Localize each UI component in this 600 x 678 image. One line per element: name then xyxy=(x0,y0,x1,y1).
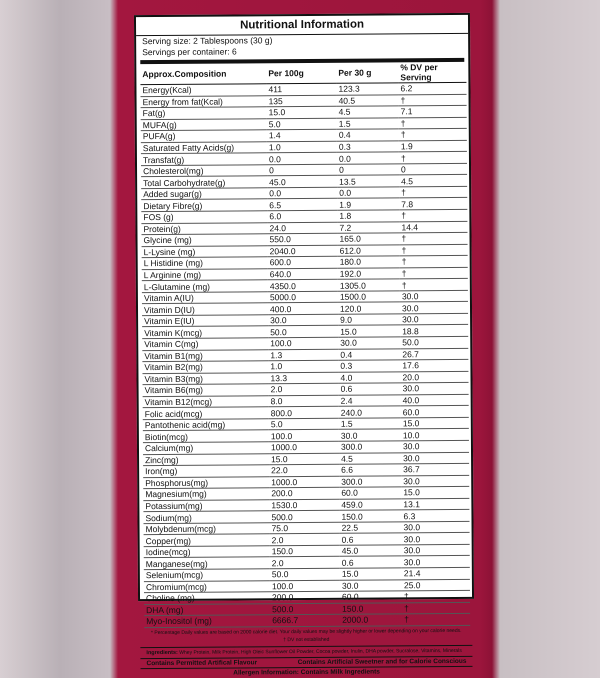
nutrient-name: Glycine (mg) xyxy=(141,234,267,246)
per-30g-value: 0.0 xyxy=(337,152,399,164)
footnote-dagger: † DV not established xyxy=(283,636,330,643)
per-100g-value: 22.0 xyxy=(269,464,339,476)
dv-value: 7.8 xyxy=(399,198,467,210)
servings-per-container: Servings per container: 6 xyxy=(142,46,237,58)
dv-value: 15.0 xyxy=(401,417,469,429)
nutrient-name: L Arginine (mg) xyxy=(142,269,268,281)
nutrient-name: Protein(g) xyxy=(141,222,267,234)
per-30g-value: 612.0 xyxy=(338,244,400,256)
per-100g-value: 1000.0 xyxy=(269,476,339,488)
dv-value: † xyxy=(399,186,467,198)
dv-value: 36.7 xyxy=(401,463,469,475)
dv-value: 30.0 xyxy=(400,290,468,302)
per-100g-value: 2.0 xyxy=(270,557,340,569)
dv-value: † xyxy=(402,602,470,614)
nutrient-name: Added sugar(g) xyxy=(141,188,267,200)
nutrient-name: Iodine(mcg) xyxy=(144,546,270,558)
nutrient-name: Chromium(mcg) xyxy=(144,580,270,592)
per-100g-value: 24.0 xyxy=(267,222,337,234)
per-30g-value: 0.3 xyxy=(338,360,400,372)
per-30g-value: 300.0 xyxy=(339,441,401,453)
nutrient-name: Energy from fat(Kcal) xyxy=(141,95,267,107)
nutrient-name: Myo-Inositol (mg) xyxy=(144,615,270,627)
nutrient-name: L-Glutamine (mg) xyxy=(142,280,268,292)
nutrient-name: Transfat(g) xyxy=(141,153,267,165)
per-100g-value: 6.0 xyxy=(267,210,337,222)
per-30g-value: 7.2 xyxy=(337,221,399,233)
serving-size: Serving size: 2 Tablespoons (30 g) xyxy=(142,35,273,47)
per-30g-value: 180.0 xyxy=(338,256,400,268)
dv-value: 25.0 xyxy=(402,579,470,591)
per-30g-value: 0.0 xyxy=(337,187,399,199)
dv-value: † xyxy=(399,232,467,244)
per-100g-value: 0.0 xyxy=(267,153,337,165)
per-30g-value: 0.6 xyxy=(339,383,401,395)
per-100g-value: 200.0 xyxy=(270,591,340,603)
dv-value: 30.0 xyxy=(400,313,468,325)
per-30g-value: 150.0 xyxy=(340,602,402,614)
dv-value: 10.0 xyxy=(401,429,469,441)
per-30g-value: 0.4 xyxy=(337,129,399,141)
nutrient-name: Fat(g) xyxy=(141,107,267,119)
per-30g-value: 123.3 xyxy=(336,83,398,95)
per-100g-value: 8.0 xyxy=(269,395,339,407)
claim-sweetener: Contains Artificial Sweetner and for Calorie Conscious xyxy=(297,657,467,666)
nutrient-name: MUFA(g) xyxy=(141,118,267,130)
per-100g-value: 5.0 xyxy=(269,418,339,430)
nutrient-name: Folic acid(mcg) xyxy=(143,407,269,419)
per-30g-value: 45.0 xyxy=(340,545,402,557)
per-100g-value: 1.4 xyxy=(267,129,337,141)
per-100g-value: 1.0 xyxy=(268,360,338,372)
dv-value: 30.0 xyxy=(402,556,470,568)
dv-value: 30.0 xyxy=(400,302,468,314)
dv-value: † xyxy=(399,94,467,106)
dv-value: 14.4 xyxy=(399,221,467,233)
per-100g-value: 100.0 xyxy=(268,337,338,349)
nutrient-name: Energy(Kcal) xyxy=(140,84,266,96)
per-100g-value: 15.0 xyxy=(267,106,337,118)
claim-flavour: Contains Permitted Artifical Flavour xyxy=(146,659,258,667)
per-30g-value: 22.5 xyxy=(340,522,402,534)
nutrient-name: Vitamin B1(mg) xyxy=(142,349,268,361)
nutrition-table xyxy=(140,62,470,628)
dv-value: 30.0 xyxy=(401,440,469,452)
per-30g-value: 60.0 xyxy=(339,487,401,499)
per-100g-value: 2040.0 xyxy=(268,245,338,257)
per-100g-value: 500.0 xyxy=(270,603,340,615)
per-100g-value: 640.0 xyxy=(268,268,338,280)
per-100g-value: 1.0 xyxy=(267,141,337,153)
per-100g-value: 6666.7 xyxy=(270,614,340,626)
dv-value: † xyxy=(399,117,467,129)
dv-value: † xyxy=(402,614,470,626)
nutrient-name: DHA (mg) xyxy=(144,603,270,615)
nutrient-name: Manganese(mg) xyxy=(144,557,270,569)
per-30g-value: 13.5 xyxy=(337,175,399,187)
per-100g-value: 5000.0 xyxy=(268,291,338,303)
nutrient-name: Calcium(mg) xyxy=(143,442,269,454)
nutrient-name: Magnesium(mg) xyxy=(143,488,269,500)
per-30g-value: 30.0 xyxy=(339,429,401,441)
per-30g-value: 4.5 xyxy=(339,452,401,464)
per-30g-value: 1.5 xyxy=(337,117,399,129)
per-30g-value: 192.0 xyxy=(338,268,400,280)
dv-value: 30.0 xyxy=(402,533,470,545)
per-100g-value: 1530.0 xyxy=(269,499,339,511)
per-30g-value: 4.0 xyxy=(338,372,400,384)
per-30g-value: 4.5 xyxy=(337,106,399,118)
dv-value: 7.1 xyxy=(399,105,467,117)
nutrient-name: L Histidine (mg) xyxy=(142,257,268,269)
ingredients-text: Whey Protein, Milk Protein, High Oleic Sunflower Oil Powder, Cocoa powder, Inulin, DHA powder, Sucralose, Vitamins, Minerals xyxy=(179,647,462,656)
dv-value: 0 xyxy=(399,163,467,175)
dv-value: † xyxy=(402,590,470,602)
dv-value: 30.0 xyxy=(401,475,469,487)
dv-value: † xyxy=(399,209,467,221)
header-per-30g: Per 30 g xyxy=(336,62,398,83)
dv-value: 40.0 xyxy=(401,394,469,406)
per-30g-value: 120.0 xyxy=(338,302,400,314)
per-100g-value: 45.0 xyxy=(267,176,337,188)
per-30g-value: 165.0 xyxy=(337,233,399,245)
nutrient-name: Phosphorus(mg) xyxy=(143,476,269,488)
per-30g-value: 1305.0 xyxy=(338,279,400,291)
per-30g-value: 30.0 xyxy=(340,579,402,591)
per-100g-value: 50.0 xyxy=(268,326,338,338)
nutrient-name: Copper(mg) xyxy=(144,534,270,546)
dv-value: 15.0 xyxy=(401,486,469,498)
per-100g-value: 600.0 xyxy=(268,256,338,268)
per-100g-value: 800.0 xyxy=(269,407,339,419)
header-composition: Approx.Composition xyxy=(140,63,266,84)
nutrient-name: Vitamin C(mg) xyxy=(142,338,268,350)
dv-value: 6.3 xyxy=(401,510,469,522)
per-100g-value: 500.0 xyxy=(269,510,339,522)
nutrient-name: Dietary Fibre(g) xyxy=(141,199,267,211)
per-30g-value: 0.6 xyxy=(340,533,402,545)
nutrient-name: Vitamin B2(mg) xyxy=(142,361,268,373)
per-30g-value: 300.0 xyxy=(339,475,401,487)
per-100g-value: 6.5 xyxy=(267,199,337,211)
nutrient-name: FOS (g) xyxy=(141,211,267,223)
dv-value: 30.0 xyxy=(401,452,469,464)
nutrient-name: Vitamin B12(mcg) xyxy=(143,396,269,408)
dv-value: 13.1 xyxy=(401,498,469,510)
per-100g-value: 2.0 xyxy=(270,534,340,546)
per-30g-value: 2000.0 xyxy=(340,614,402,626)
per-30g-value: 1.5 xyxy=(339,418,401,430)
nutrient-name: Vitamin B3(mg) xyxy=(142,372,268,384)
per-100g-value: 400.0 xyxy=(268,303,338,315)
per-100g-value: 0.0 xyxy=(267,187,337,199)
per-30g-value: 6.6 xyxy=(339,464,401,476)
dv-value: 1.9 xyxy=(399,140,467,152)
per-100g-value: 200.0 xyxy=(269,487,339,499)
dv-value: 26.7 xyxy=(400,348,468,360)
per-100g-value: 4350.0 xyxy=(268,280,338,292)
per-30g-value: 0 xyxy=(337,164,399,176)
nutrient-name: Vitamin A(IU) xyxy=(142,292,268,304)
dv-value: † xyxy=(400,267,468,279)
dv-value: 6.2 xyxy=(398,82,466,94)
nutrient-name: Saturated Fatty Acids(g) xyxy=(141,141,267,153)
header-per-100g: Per 100g xyxy=(266,63,336,84)
label-title: Nutritional Information xyxy=(136,15,468,36)
dv-value: 30.0 xyxy=(401,383,469,395)
nutrient-name: Total Carbohydrate(g) xyxy=(141,176,267,188)
per-30g-value: 1500.0 xyxy=(338,291,400,303)
nutrient-name: Vitamin K(mcg) xyxy=(142,326,268,338)
per-30g-value: 40.5 xyxy=(337,94,399,106)
nutrition-label xyxy=(134,13,474,677)
nutrient-name: Sodium(mg) xyxy=(143,511,269,523)
per-30g-value: 0.6 xyxy=(340,556,402,568)
per-100g-value: 75.0 xyxy=(270,522,340,534)
per-30g-value: 1.9 xyxy=(337,198,399,210)
nutrient-name: PUFA(g) xyxy=(141,130,267,142)
dv-value: 30.0 xyxy=(402,544,470,556)
per-100g-value: 550.0 xyxy=(267,233,337,245)
per-100g-value: 100.0 xyxy=(269,430,339,442)
dv-value: † xyxy=(400,279,468,291)
per-100g-value: 13.3 xyxy=(268,372,338,384)
per-30g-value: 0.3 xyxy=(337,141,399,153)
nutrient-name: Biotin(mcg) xyxy=(143,430,269,442)
per-30g-value: 459.0 xyxy=(339,499,401,511)
per-100g-value: 15.0 xyxy=(269,453,339,465)
per-30g-value: 1.8 xyxy=(337,210,399,222)
per-30g-value: 15.0 xyxy=(338,325,400,337)
dv-value: 30.0 xyxy=(402,521,470,533)
nutrient-name: Iron(mg) xyxy=(143,465,269,477)
per-30g-value: 240.0 xyxy=(339,406,401,418)
nutrient-name: Cholesterol(mg) xyxy=(141,165,267,177)
per-100g-value: 50.0 xyxy=(270,568,340,580)
nutrient-name: Vitamin B6(mg) xyxy=(143,384,269,396)
per-100g-value: 100.0 xyxy=(270,580,340,592)
dv-value: 21.4 xyxy=(402,567,470,579)
dv-value: 20.0 xyxy=(400,371,468,383)
per-100g-value: 2.0 xyxy=(269,383,339,395)
per-100g-value: 0 xyxy=(267,164,337,176)
nutrient-name: Pantothenic acid(mg) xyxy=(143,419,269,431)
nutrient-name: Selenium(mcg) xyxy=(144,569,270,581)
dv-value: 60.0 xyxy=(401,406,469,418)
dv-value: 18.8 xyxy=(400,325,468,337)
nutrient-name: Choline (mg) xyxy=(144,592,270,604)
table-header-row xyxy=(140,62,466,85)
dv-value: 4.5 xyxy=(399,175,467,187)
per-30g-value: 15.0 xyxy=(340,568,402,580)
nutrient-name: Vitamin D(IU) xyxy=(142,303,268,315)
per-30g-value: 30.0 xyxy=(338,337,400,349)
per-100g-value: 411 xyxy=(266,83,336,95)
dv-value: 50.0 xyxy=(400,336,468,348)
per-100g-value: 1000.0 xyxy=(269,441,339,453)
ingredients-label: Ingredients: xyxy=(146,649,178,656)
per-30g-value: 0.4 xyxy=(338,348,400,360)
dv-value: † xyxy=(400,244,468,256)
dv-value: † xyxy=(400,256,468,268)
per-100g-value: 5.0 xyxy=(267,118,337,130)
per-30g-value: 60.0 xyxy=(340,591,402,603)
allergen-info: Allergen Information: Contains Milk Ingredients xyxy=(141,666,473,678)
per-30g-value: 9.0 xyxy=(338,314,400,326)
nutrient-name: Vitamin E(IU) xyxy=(142,315,268,327)
per-100g-value: 135 xyxy=(267,95,337,107)
dv-value: † xyxy=(399,152,467,164)
dv-value: 17.6 xyxy=(400,359,468,371)
dv-value: † xyxy=(399,129,467,141)
nutrient-name: Potassium(mg) xyxy=(143,499,269,511)
per-30g-value: 150.0 xyxy=(339,510,401,522)
per-100g-value: 150.0 xyxy=(270,545,340,557)
footnote-dv: * Percentage Daily values are based on 2000 calorie diet. Your daily values may be slightly higher or lower depending on your calorie needs. xyxy=(151,627,462,636)
nutrient-name: Zinc(mg) xyxy=(143,453,269,465)
per-100g-value: 1.3 xyxy=(268,349,338,361)
nutrient-name: L-Lysine (mg) xyxy=(142,245,268,257)
header-dv: % DV per Serving xyxy=(398,62,466,83)
per-100g-value: 30.0 xyxy=(268,314,338,326)
per-30g-value: 2.4 xyxy=(339,395,401,407)
table-body xyxy=(140,82,470,627)
nutrient-name: Molybdenum(mcg) xyxy=(144,523,270,535)
